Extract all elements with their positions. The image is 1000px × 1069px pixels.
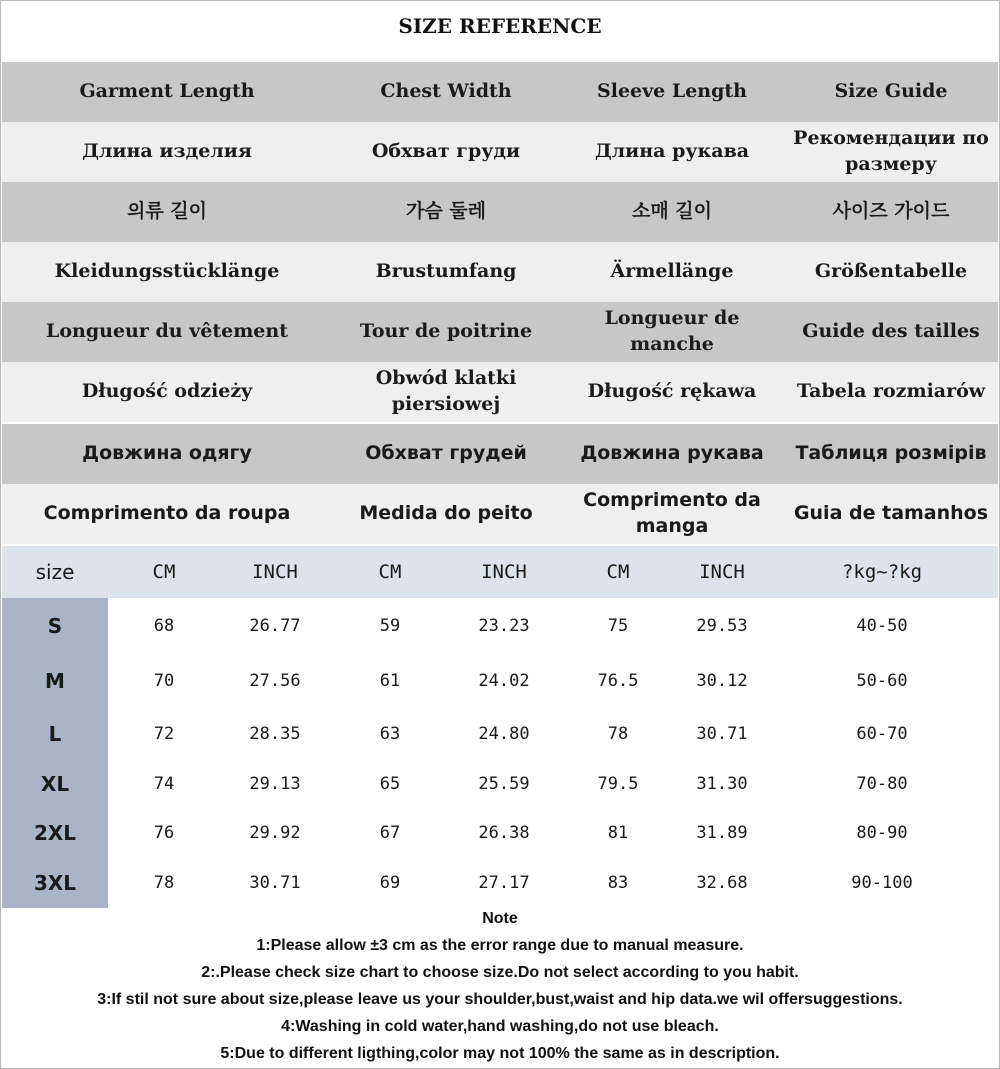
header-row-portuguese (2, 484, 998, 544)
unit-row (2, 546, 998, 598)
header-chest-width: Tour de poitrine (359, 320, 533, 343)
weight-value: 90-100 (851, 873, 913, 893)
note-item: 5:Due to different ligthing,color may not 100% the same as in description. (220, 1045, 780, 1062)
header-sleeve-length: Длина рукава (594, 140, 750, 163)
chest-cm-value: 59 (379, 616, 401, 636)
length-inch-value: 29.13 (249, 774, 301, 794)
header-sleeve-length: 소매 길이 (631, 200, 713, 223)
chest-inch-value: 23.23 (478, 616, 530, 636)
header-sleeve-length: Długość rękawa (587, 380, 757, 403)
chest-inch-value: 24.02 (478, 671, 530, 691)
table-row (2, 808, 998, 858)
header-size-guide: Tabela rozmiarów (796, 380, 986, 403)
sleeve-cm-value: 79.5 (597, 774, 639, 794)
size-column-header: size (35, 560, 75, 584)
header-row-korean (2, 182, 998, 242)
sleeve-cm-value: 76.5 (597, 671, 639, 691)
sleeve-inch-value: 31.89 (696, 823, 748, 843)
weight-value: 60-70 (856, 724, 908, 744)
header-row-russian (2, 122, 998, 182)
table-row (2, 708, 998, 760)
table-row (2, 654, 998, 708)
table-row (2, 858, 998, 908)
size-label: 2XL (2, 808, 108, 858)
header-size-guide: Guia de tamanhos (793, 502, 989, 525)
sleeve-cm-value: 78 (607, 724, 629, 744)
sleeve-inch-header: INCH (699, 561, 745, 583)
length-inch-value: 26.77 (249, 616, 301, 636)
header-row-german (2, 242, 998, 302)
header-chest-width: Brustumfang (375, 260, 517, 283)
header-row-ukrainian (2, 424, 998, 484)
length-inch-value: 27.56 (249, 671, 301, 691)
chest-inch-value: 27.17 (478, 873, 530, 893)
size-label: S (2, 598, 108, 654)
weight-value: 50-60 (856, 671, 908, 691)
size-label: M (2, 654, 108, 708)
weight-header: ?kg~?kg (841, 561, 923, 583)
header-garment-length: Longueur du vêtement (46, 320, 288, 343)
length-inch-header: INCH (252, 561, 298, 583)
length-cm-value: 74 (153, 774, 175, 794)
header-garment-length: Długość odzieży (81, 380, 253, 403)
header-sleeve-length: Comprimento da manga (583, 489, 761, 537)
sleeve-cm-value: 75 (607, 616, 629, 636)
header-size-guide: Рекомендации по размеру (793, 127, 989, 175)
chest-inch-value: 24.80 (478, 724, 530, 744)
header-garment-length: 의류 길이 (126, 200, 208, 223)
length-inch-value: 28.35 (249, 724, 301, 744)
chest-inch-header: INCH (481, 561, 527, 583)
size-label: 3XL (2, 858, 108, 908)
length-inch-value: 30.71 (249, 873, 301, 893)
length-inch-value: 29.92 (249, 823, 301, 843)
header-chest-width: Obwód klatki piersiowej (375, 367, 517, 415)
weight-value: 70-80 (856, 774, 908, 794)
length-cm-value: 78 (153, 873, 175, 893)
length-cm-value: 68 (153, 616, 175, 636)
header-size-guide: Größentabelle (814, 260, 968, 283)
table-row (2, 598, 998, 654)
chest-cm-value: 61 (379, 671, 401, 691)
chest-cm-header: CM (378, 561, 402, 583)
length-cm-value: 76 (153, 823, 175, 843)
sleeve-inch-value: 31.30 (696, 774, 748, 794)
header-garment-length: Длина изделия (82, 140, 252, 163)
header-chest-width: Обхват грудей (365, 442, 527, 465)
note-item: 2:.Please check size chart to choose size.Do not select according to you habit. (201, 964, 799, 981)
sleeve-inch-value: 29.53 (696, 616, 748, 636)
header-size-guide: 사이즈 가이드 (832, 200, 950, 223)
header-sleeve-length: Довжина рукава (580, 442, 764, 465)
sleeve-cm-value: 83 (607, 873, 629, 893)
header-sleeve-length: Ärmellänge (610, 260, 734, 283)
notes-section (0, 906, 1000, 1067)
note-item: 3:If stil not sure about size,please leave us your shoulder,bust,waist and hip data.we wil offersuggestions. (97, 991, 903, 1008)
sleeve-inch-value: 30.71 (696, 724, 748, 744)
table-row (2, 760, 998, 808)
length-cm-header: CM (152, 561, 176, 583)
note-item: 1:Please allow ±3 cm as the error range due to manual measure. (256, 937, 744, 954)
chest-inch-value: 26.38 (478, 823, 530, 843)
size-label: XL (2, 760, 108, 808)
page-title: SIZE REFERENCE (398, 14, 602, 38)
chest-cm-value: 63 (379, 724, 401, 744)
notes-title: Note (482, 910, 518, 927)
length-cm-value: 70 (153, 671, 175, 691)
sleeve-inch-value: 30.12 (696, 671, 748, 691)
note-item: 4:Washing in cold water,hand washing,do not use bleach. (281, 1018, 719, 1035)
chest-inch-value: 25.59 (478, 774, 530, 794)
length-cm-value: 72 (153, 724, 175, 744)
sleeve-cm-value: 81 (607, 823, 629, 843)
header-size-guide: Guide des tailles (802, 320, 980, 343)
header-row-french (2, 302, 998, 362)
chest-cm-value: 69 (379, 873, 401, 893)
header-chest-width: Обхват груди (371, 140, 521, 163)
header-sleeve-length: Sleeve Length (597, 80, 747, 103)
chest-cm-value: 65 (379, 774, 401, 794)
header-garment-length: Довжина одягу (82, 442, 252, 465)
header-chest-width: 가슴 둘레 (405, 200, 487, 223)
header-size-guide: Таблиця розмірів (795, 442, 987, 465)
header-chest-width: Medida do peito (359, 502, 533, 525)
header-garment-length: Comprimento da roupa (43, 502, 291, 525)
header-sleeve-length: Longueur de manche (604, 307, 740, 355)
weight-value: 80-90 (856, 823, 908, 843)
header-row-english (2, 62, 998, 122)
size-label: L (2, 708, 108, 760)
chest-cm-value: 67 (379, 823, 401, 843)
weight-value: 40-50 (856, 616, 908, 636)
header-garment-length: Kleidungsstücklänge (54, 260, 280, 283)
header-garment-length: Garment Length (79, 80, 255, 103)
header-row-polish (2, 362, 998, 422)
header-size-guide: Size Guide (834, 80, 948, 103)
sleeve-cm-header: CM (606, 561, 630, 583)
header-chest-width: Chest Width (380, 80, 512, 103)
sleeve-inch-value: 32.68 (696, 873, 748, 893)
